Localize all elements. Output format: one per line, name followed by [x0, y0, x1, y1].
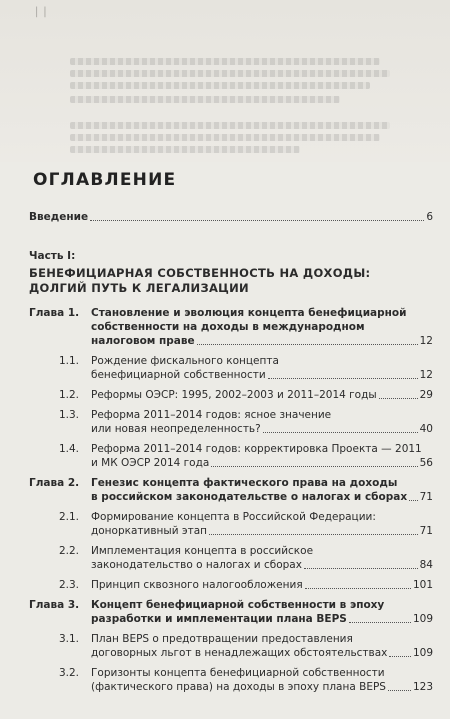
entry-last-line [91, 558, 433, 572]
chapter-number: Глава 3. [29, 599, 80, 611]
section-number: 1.2. [58, 389, 79, 401]
entry-line: Реформа 2011–2014 годов: корректировка Проекта — 2011 [91, 443, 422, 455]
part-title [29, 266, 433, 296]
section-number: 1.1. [58, 355, 79, 367]
dot-leader [268, 378, 418, 379]
bleed-header: │ │ [34, 8, 48, 18]
entry-line: налоговом праве [91, 335, 195, 347]
entry-line: или новая неопределенность? [91, 423, 261, 435]
entry-body [91, 632, 433, 660]
dot-leader [90, 220, 424, 221]
section-number: 1.3. [58, 409, 79, 421]
page-number: 6 [426, 211, 433, 223]
intro-label: Введение [29, 211, 89, 223]
dot-leader [211, 466, 417, 467]
bleed-line [70, 122, 390, 129]
section-number: 2.1. [58, 511, 79, 523]
entry-body [91, 388, 433, 402]
page-number: 71 [419, 491, 433, 503]
entry-body [91, 442, 433, 470]
entry-line: Генезис концепта фактического права на доходы [91, 477, 398, 489]
section-entry [25, 632, 433, 660]
page-number: 101 [412, 579, 433, 591]
entry-body [91, 544, 433, 572]
dot-leader [263, 432, 418, 433]
section-entry [25, 578, 433, 592]
entry-last-line [91, 524, 433, 538]
bleed-line [70, 70, 390, 77]
entry-line: (фактического права) на доходы в эпоху плана BEPS [91, 681, 386, 693]
part-title-line: ДОЛГИЙ ПУТЬ К ЛЕГАЛИЗАЦИИ [29, 281, 249, 295]
entry-body [91, 354, 433, 382]
dot-leader [304, 568, 418, 569]
entry-last-line [91, 578, 433, 592]
section-number: 1.4. [58, 443, 79, 455]
entry-line: Рождение фискального концепта [91, 355, 279, 367]
chapter-entry [25, 598, 433, 626]
page-number: 71 [419, 525, 433, 537]
entry-line: собственности на доходы в международном [91, 321, 365, 333]
page-number: 12 [419, 369, 433, 381]
part-label: Часть I: [29, 250, 76, 262]
bleed-through-text [0, 0, 450, 162]
dot-leader [209, 534, 418, 535]
entry-line: Горизонты концепта бенефициарной собственности [91, 667, 385, 679]
entry-body [91, 666, 433, 694]
page-number: 12 [419, 335, 433, 347]
page-number: 56 [419, 457, 433, 469]
entry-last-line [91, 456, 433, 470]
bleed-line [70, 58, 380, 65]
bleed-line [70, 82, 370, 89]
section-number: 2.3. [58, 579, 79, 591]
page-number: 109 [412, 647, 433, 659]
entry-line: Концепт бенефициарной собственности в эпоху [91, 599, 385, 611]
entry-body [91, 476, 433, 504]
entry-last-line [91, 388, 433, 402]
section-number: 3.2. [58, 667, 79, 679]
entry-line: разработки и имплементации плана BEPS [91, 613, 347, 625]
section-entry [25, 354, 433, 382]
entry-last-line [91, 334, 433, 348]
section-entry [25, 408, 433, 436]
entry-body [91, 306, 433, 348]
page-number: 40 [419, 423, 433, 435]
entry-line: Реформа 2011–2014 годов: ясное значение [91, 409, 332, 421]
dot-leader [409, 500, 418, 501]
bleed-line [70, 146, 300, 153]
dot-leader [197, 344, 418, 345]
entry-line: План BEPS о предотвращении предоставления [91, 633, 353, 645]
entry-last-line [91, 490, 433, 504]
section-number: 2.2. [58, 545, 79, 557]
dot-leader [389, 656, 411, 657]
entry-line: Становление и эволюция концепта бенефициарной [91, 307, 407, 319]
section-number: 3.1. [58, 633, 79, 645]
bleed-line [70, 96, 340, 103]
entry-line: Принцип сквозного налогообложения [91, 579, 303, 591]
chapter-list [25, 306, 433, 694]
toc-intro-entry [29, 210, 433, 224]
section-entry [25, 510, 433, 538]
entry-last-line [91, 680, 433, 694]
section-entry [25, 666, 433, 694]
dot-leader [349, 622, 411, 623]
entry-body [91, 408, 433, 436]
bleed-line [70, 134, 380, 141]
entry-line: бенефициарной собственности [91, 369, 266, 381]
entry-line: законодательство о налогах и сборах [91, 559, 302, 571]
table-of-contents [25, 170, 433, 694]
entry-body [91, 598, 433, 626]
chapter-entry [25, 476, 433, 504]
entry-last-line [91, 646, 433, 660]
chapter-number: Глава 2. [29, 477, 80, 489]
dot-leader [305, 588, 411, 589]
entry-last-line [91, 422, 433, 436]
entry-line: Имплементация концепта в российское [91, 545, 314, 557]
entry-line: в российском законодательстве о налогах и сборах [91, 491, 408, 503]
part-title-line: БЕНЕФИЦИАРНАЯ СОБСТВЕННОСТЬ НА ДОХОДЫ: [29, 266, 371, 280]
page-number: 109 [412, 613, 433, 625]
page-number: 29 [419, 389, 433, 401]
entry-line: доноркативный этап [91, 525, 208, 537]
dot-leader [388, 690, 411, 691]
entry-body [91, 578, 433, 592]
chapter-number: Глава 1. [29, 307, 80, 319]
entry-last-line [91, 368, 433, 382]
section-entry [25, 442, 433, 470]
page-number: 123 [412, 681, 433, 693]
entry-line: Реформы ОЭСР: 1995, 2002–2003 и 2011–2014 годы [91, 389, 377, 401]
entry-line: договорных льгот в ненадлежащих обстоятельствах [91, 647, 388, 659]
page-number: 84 [419, 559, 433, 571]
toc-title: ОГЛАВЛЕНИЕ [33, 170, 177, 190]
entry-line: Формирование концепта в Российской Федерации: [91, 511, 376, 523]
chapter-entry [25, 306, 433, 348]
dot-leader [379, 398, 418, 399]
section-entry [25, 388, 433, 402]
section-entry [25, 544, 433, 572]
entry-last-line [91, 612, 433, 626]
entry-line: и МК ОЭСР 2014 года [91, 457, 210, 469]
entry-body [91, 510, 433, 538]
